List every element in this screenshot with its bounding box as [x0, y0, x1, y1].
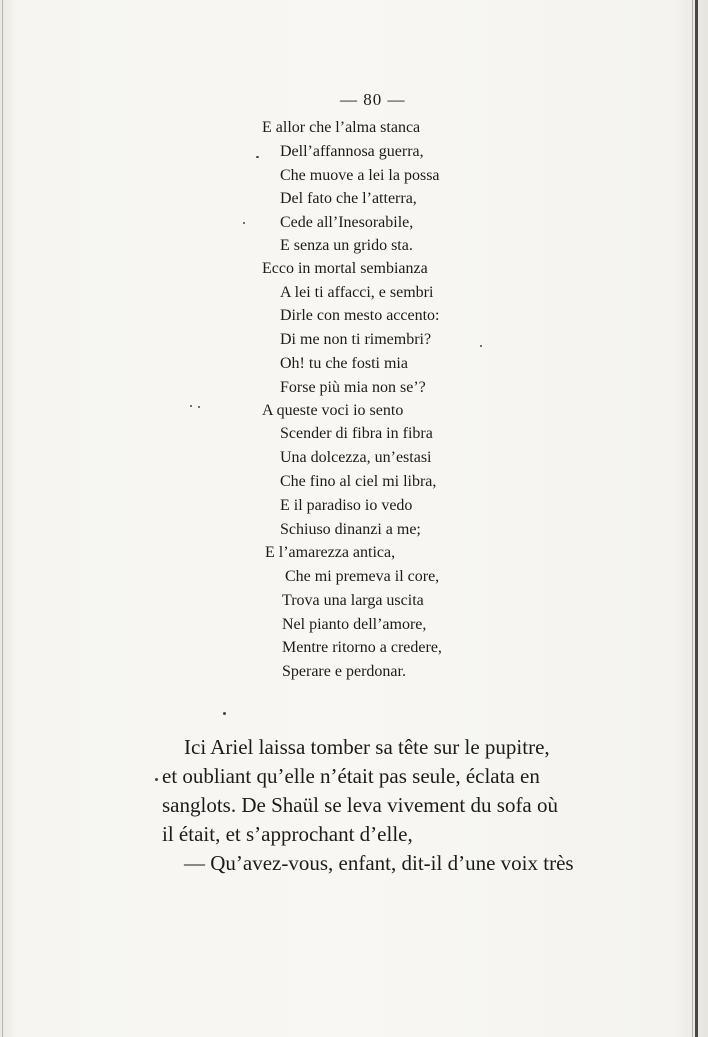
poem-line: Che muove a lei la possa — [280, 167, 440, 184]
poem-line: Di me non ti rimembri? — [280, 331, 432, 348]
ink-speck — [155, 778, 158, 781]
poem-line: A lei ti affacci, e sembri — [280, 284, 434, 301]
poem-line: E allor che l’alma stanca — [262, 119, 421, 136]
poem-line: Sperare e perdonar. — [282, 663, 406, 680]
ink-speck — [223, 712, 226, 715]
poem-line: Dirle con mesto accento: — [280, 307, 440, 324]
poem-line: E l’amarezza antica, — [265, 544, 396, 561]
prose-line: il était, et s’approchant d’elle, — [162, 822, 413, 846]
poem-line: Scender di fibra in fibra — [280, 425, 433, 442]
poem-line: Una dolcezza, un’estasi — [280, 449, 432, 466]
poem-line: Ecco in mortal sembianza — [262, 260, 428, 277]
page-left-edge — [2, 0, 3, 1037]
prose-line: et oubliant qu’elle n’était pas seule, éclata en — [162, 764, 540, 788]
ink-speck — [190, 405, 192, 407]
prose-line: — Qu’avez-vous, enfant, dit-il d’une voix très — [184, 851, 574, 875]
poem-line: Che mi premeva il core, — [285, 568, 440, 585]
poem-line: E senza un grido sta. — [280, 237, 413, 254]
poem-line: Dell’affannosa guerra, — [280, 143, 424, 160]
ink-speck — [480, 345, 482, 347]
page-right-edge — [695, 0, 698, 1037]
poem-line: Che fino al ciel mi libra, — [280, 473, 437, 490]
prose-line: sanglots. De Shaül se leva vivement du sofa où — [162, 793, 559, 817]
page-binding-shadow — [692, 0, 693, 1037]
ink-speck — [243, 222, 245, 224]
poem-line: E il paradiso io vedo — [280, 497, 413, 514]
poem-line: Del fato che l’atterra, — [280, 190, 417, 207]
poem-line: Oh! tu che fosti mia — [280, 355, 408, 372]
poem-line: Forse più mia non se’? — [280, 379, 426, 396]
poem-line: Mentre ritorno a credere, — [282, 639, 442, 656]
page-number: — 80 — — [340, 90, 406, 109]
poem-line: Cede all’Inesorabile, — [280, 214, 414, 231]
poem-line: Schiuso dinanzi a me; — [280, 521, 421, 538]
poem-line: A queste voci io sento — [262, 402, 404, 419]
prose-line: Ici Ariel laissa tomber sa tête sur le pupitre, — [184, 735, 550, 759]
poem-line: Trova una larga uscita — [282, 592, 424, 609]
poem-line: Nel pianto dell’amore, — [282, 616, 427, 633]
ink-speck — [256, 156, 259, 158]
ink-speck — [198, 406, 200, 408]
